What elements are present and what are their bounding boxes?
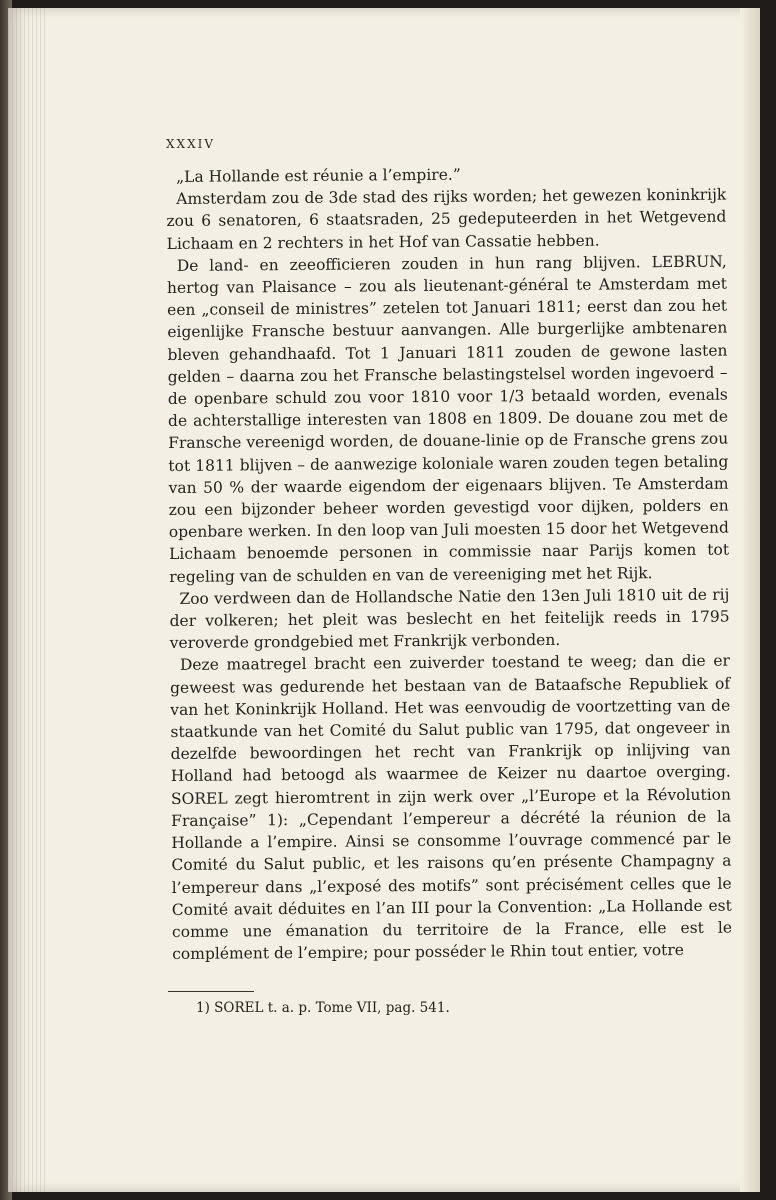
body-text [166,162,732,966]
paragraph: Amsterdam zou de 3de stad des rijks worden; het gewezen koninkrijk zou 6 senatoren, 6 staatsraden, 25 gedeputeerden in het Wetgevend Lichaam en 2 rechters in het Hof van Cassatie hebben. [166,185,727,253]
paragraph: „La Hollande est réunie a l’empire.” [176,165,461,186]
page-stack-edges [8,8,48,1192]
footnote: 1) SOREL t. a. p. Tome VII, pag. 541. [196,1000,450,1016]
footnote-rule [168,991,254,992]
paragraph: Deze maatregel bracht een zuiverder toestand te weeg; dan die er geweest was gedurende het bestaan van de Bataafsche Republiek of van het Koninkrijk Holland. Het was eenvoudig de voortzetting van de staatkunde van het Comité du Salut public van 1795, dat ongeveer in dezelfde bewoordingen het recht van Frankrijk op inlijving van Holland had betoogd als waarmee de Keizer nu daartoe overging. SOREL zegt hieromtrent in zijn werk over „l’Europe et la Révolution Française” 1): „Cependant l’empereur a décrété la réunion de la Hollande a l’empire. Ainsi se consomme l’ouvrage commencé par le Comité du Salut public, et les raisons qu’en présente Champagny a l’empereur dans „l’exposé des motifs” sont précisément celles que le Comité avait déduites en l’an III pour la Convention: „La Hollande est comme une émanation du territoire de la France, elle est le complément de l’empire; pour posséder le Rhin tout entier, votre [170,652,733,964]
paragraph: De land- en zeeofficieren zouden in hun rang blijven. LEBRUN, hertog van Plaisance – zou als lieutenant-général te Amsterdam met een „conseil de ministres” zetelen tot Januari 1811; eerst dan zou het eigenlijke Fransche bestuur aanvangen. Alle burgerlijke ambtenaren bleven gehandhaafd. Tot 1 Januari 1811 zouden de gewone lasten gelden – daarna zou het Fransche belastingstelsel worden ingevoerd – de openbare schuld zou voor 1810 voor 1/3 betaald worden, evenals de achterstallige interesten van 1808 en 1809. De douane zou met de Fransche vereenigd worden, de douane-linie op de Fransche grens zou tot 1811 blijven – de aanwezige koloniale waren zouden tegen betaling van 50 % der waarde eigendom der eigenaars blijven. Te Amsterdam zou een bijzonder beheer worden gevestigd voor dijken, polders en openbare werken. In den loop van Juli moesten 15 door het Wetgevend Lichaam benoemde personen in commissie naar Parijs komen tot regeling van de schulden en van de vereeniging met het Rijk. [166,252,730,586]
paragraph: Zoo verdween dan de Hollandsche Natie den 13en Juli 1810 uit de rij der volkeren; het pleit was beslecht en het feitelijk reeds in 1795 veroverde grondgebied met Frankrijk verbonden. [169,585,730,653]
page-right-edge [740,8,760,1192]
running-head: XXXIV [166,137,216,151]
